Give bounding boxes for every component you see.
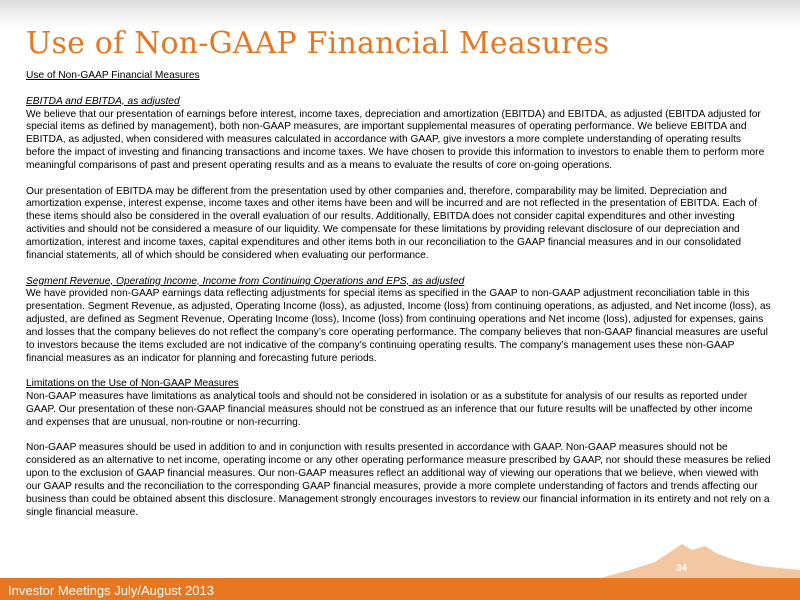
segment-paragraph-1: We have provided non-GAAP earnings data reflecting adjustments for special items as specified in the GAAP to non-GAAP adjustment reconciliation table in this presentation. Segment Revenue, as adjusted, Operating Income (loss), as adjusted, Income (loss) from continuing operations, as adjusted, and Net income (loss), as adjusted, are defined as Segment Revenue, Operating Income (loss), Income (loss) from continuing operations and Net income (loss), adjusted for expenses, gains and losses that the company believes do not reflect the company’s core operating performance. The company believes that non-GAAP financial measures are useful to investors because the items excluded are not indicative of the company’s continuing operating results. The company’s management uses these non-GAAP financial measures as an indicator for planning and forecasting future periods. (26, 288, 771, 364)
mountain-graphic (600, 540, 800, 578)
footer-bar (0, 578, 800, 600)
mountain-shape (600, 544, 800, 578)
slide-title: Use of Non-GAAP Financial Measures (26, 26, 610, 61)
footer-text: Investor Meetings July/August 2013 (8, 583, 214, 598)
limitations-paragraph-1: Non-GAAP measures have limitations as analytical tools and should not be considered in isolation or as a substitute for analysis of our results as reported under GAAP. Our presentation of these non-GAAP financial measures should not be construed as an inference that our future results will be unaffected by other income and expenses that are unusual, non-routine or non-recurring. (26, 391, 753, 428)
slide-body (26, 70, 771, 520)
ebitda-paragraph-1: We believe that our presentation of earnings before interest, income taxes, depreciation and amortization (EBITDA) and EBITDA, as adjusted (EBITDA adjusted for special items as defined by management), both non-GAAP measures, are important supplemental measures of operating performance. We believe EBITDA and EBITDA, as adjusted, when considered with measures calculated in accordance with GAAP, give investors a more complete understanding of operating results before the impact of investing and financing transactions and income taxes. We have chosen to provide this information to investors to enable them to perform more meaningful comparisons of past and present operating results and as a means to evaluate the results of core on-going operations. (26, 108, 765, 171)
ebitda-paragraph-2: Our presentation of EBITDA may be different from the presentation used by other companies and, therefore, comparability may be limited. Depreciation and amortization expense, interest expense, income taxes and other items have been and will be incurred and are not reflected in the presentation of EBITDA. Each of these items should also be considered in the overall evaluation of our results. Additionally, EBITDA does not consider capital expenditures and other investing activities and should not be considered a measure of our liquidity. We compensate for these limitations by providing relevant disclosure of our depreciation and amortization, interest and income taxes, capital expenditures and other items both in our reconciliation to the GAAP financial measures and in our consolidated financial statements, all of which should be considered when evaluating our performance. (26, 185, 758, 261)
ebitda-heading: EBITDA and EBITDA, as adjusted (26, 95, 180, 107)
limitations-paragraph-2: Non-GAAP measures should be used in addition to and in conjunction with results presented in accordance with GAAP. Non-GAAP measures should not be considered as an alternative to net income, operating income or any other operating performance measure prescribed by GAAP, nor should these measures be relied upon to the exclusion of GAAP financial measures. Our non-GAAP measures reflect an additional way of viewing our operations that we believe, when viewed with our GAAP results and the reconciliation to the corresponding GAAP financial measures, provide a more complete understanding of factors and trends affecting our business than could be obtained absent this disclosure. Management strongly encourages investors to review our financial information in its entirety and not rely on a single financial measure. (26, 442, 771, 518)
section-heading: Use of Non-GAAP Financial Measures (26, 70, 200, 81)
limitations-heading: Limitations on the Use of Non-GAAP Measures (26, 378, 239, 390)
header-gradient-bar (0, 0, 800, 28)
segment-heading: Segment Revenue, Operating Income, Income from Continuing Operations and EPS, as adjusted (26, 275, 465, 287)
page-number: 34 (676, 563, 688, 574)
